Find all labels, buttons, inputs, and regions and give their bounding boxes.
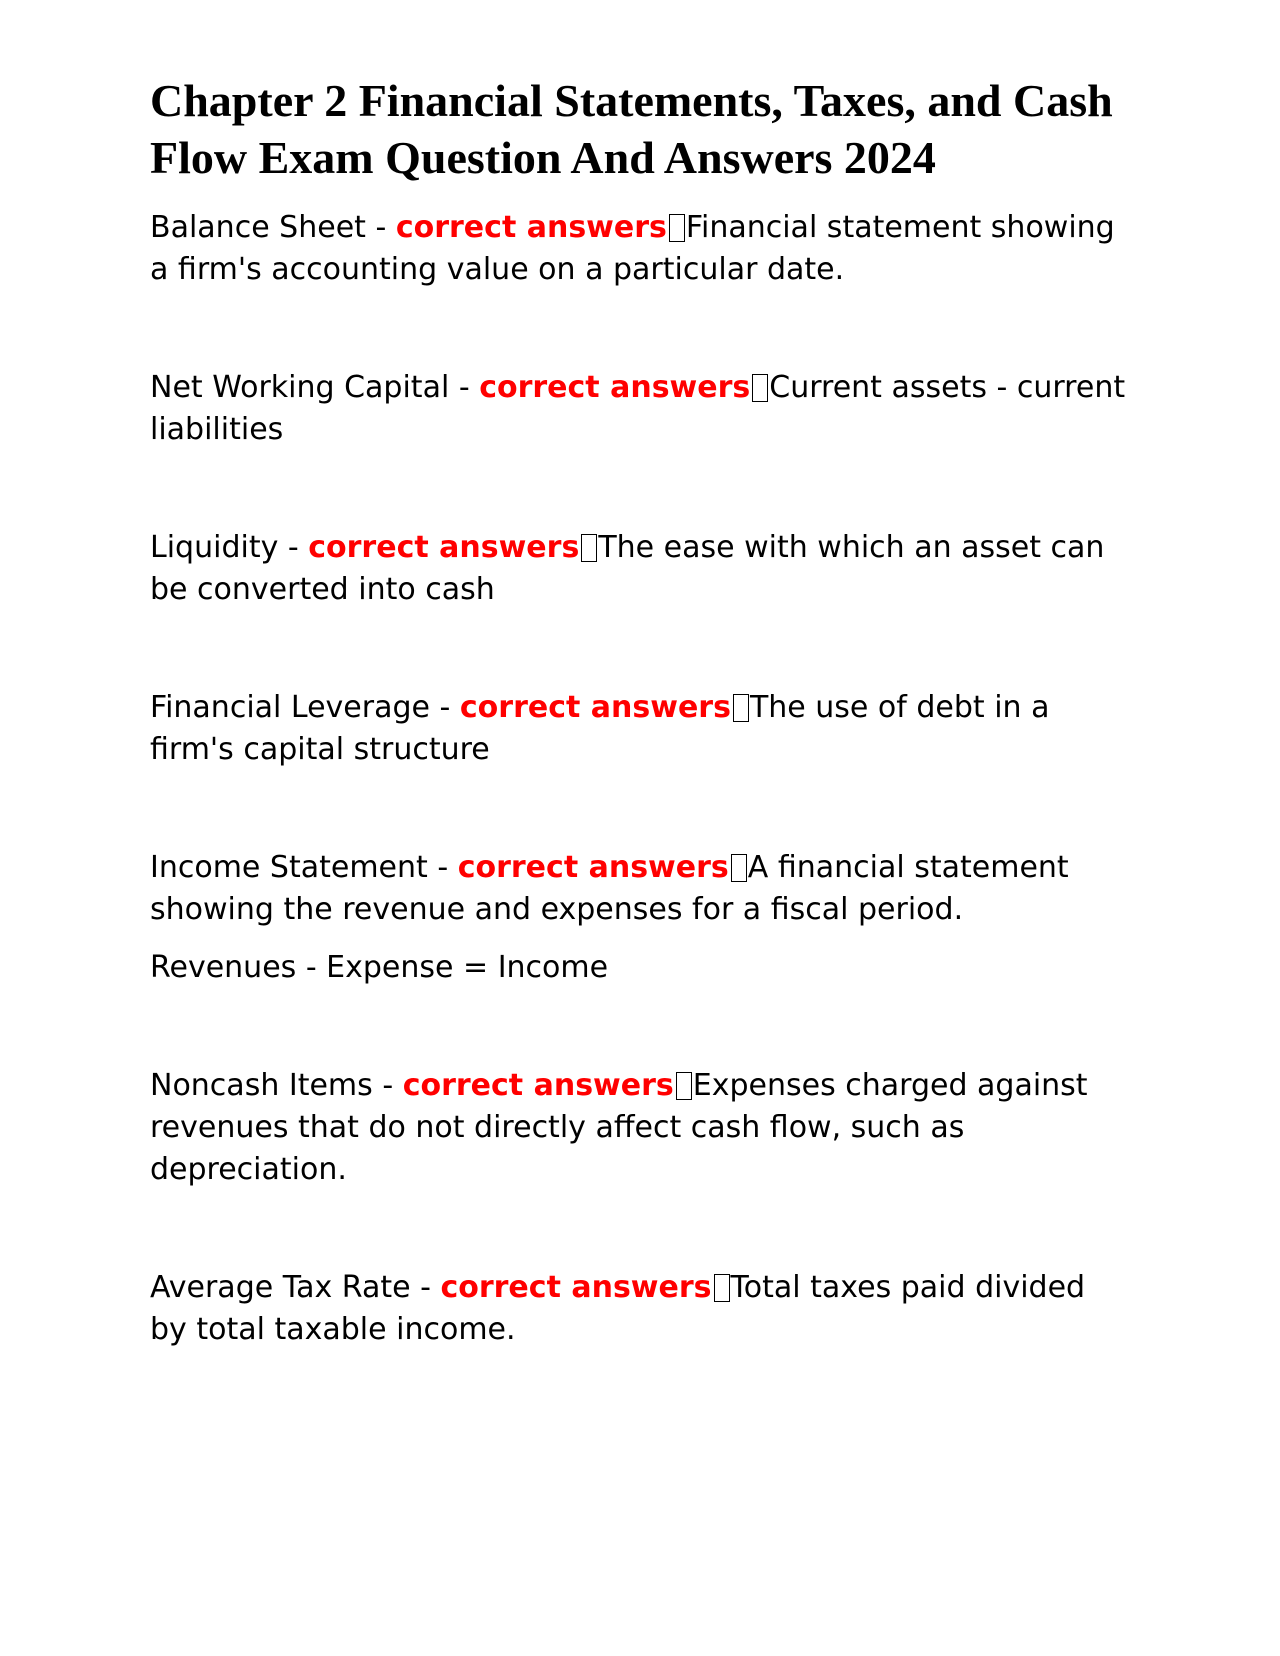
qa-text [150,367,1130,451]
term-label: Balance Sheet - [150,210,396,245]
formula-text: Revenues - Expense = Income [150,950,609,985]
term-label: Income Statement - [150,850,458,885]
correct-answers-label: correct answers [308,530,580,565]
qa-entry-financial-leverage [150,687,1130,771]
correct-answers-label: correct answers [440,1270,712,1305]
definition-text: Financial statement showing a firm's accounting value on a particular date. [150,210,1115,287]
qa-text [150,687,1130,771]
definition-text: A financial statement showing the revenue and expenses for a fiscal period. [150,850,1069,927]
definition-text: The use of debt in a firm's capital structure [150,690,1050,767]
correct-answers-label: correct answers [402,1068,674,1103]
correct-answers-label: correct answers [457,850,729,885]
definition-text: The ease with which an asset can be converted into cash [150,530,1105,607]
definition-text: Total taxes paid divided by total taxable income. [150,1270,1086,1347]
correct-answers-label: correct answers [395,210,667,245]
document-page [150,72,1130,1351]
qa-entry-net-working-capital [150,367,1130,451]
definition-text: Expenses charged against revenues that do not directly affect cash flow, such as depreciation. [150,1068,1088,1187]
missing-glyph-icon [669,214,685,242]
qa-text [150,527,1130,611]
correct-answers-label: correct answers [479,370,751,405]
qa-entry-income-statement [150,847,1130,989]
definition-text: Current assets - current liabilities [150,370,1126,447]
qa-text [150,1267,1130,1351]
missing-glyph-icon [676,1072,692,1100]
qa-text [150,207,1130,291]
qa-entry-balance-sheet [150,207,1130,291]
term-label: Average Tax Rate - [150,1270,441,1305]
term-label: Financial Leverage - [150,690,460,725]
qa-entry-average-tax-rate [150,1267,1130,1351]
qa-entry-noncash-items [150,1065,1130,1191]
missing-glyph-icon [714,1274,730,1302]
missing-glyph-icon [581,534,597,562]
qa-text [150,847,1130,931]
document-title: Chapter 2 Financial Statements, Taxes, and Cash Flow Exam Question And Answers 2024 [150,75,1113,183]
term-label: Noncash Items - [150,1068,403,1103]
missing-glyph-icon [733,694,749,722]
term-label: Net Working Capital - [150,370,480,405]
correct-answers-label: correct answers [459,690,731,725]
missing-glyph-icon [752,374,768,402]
missing-glyph-icon [731,854,747,882]
qa-text [150,1065,1130,1191]
qa-entry-liquidity [150,527,1130,611]
term-label: Liquidity - [150,530,309,565]
